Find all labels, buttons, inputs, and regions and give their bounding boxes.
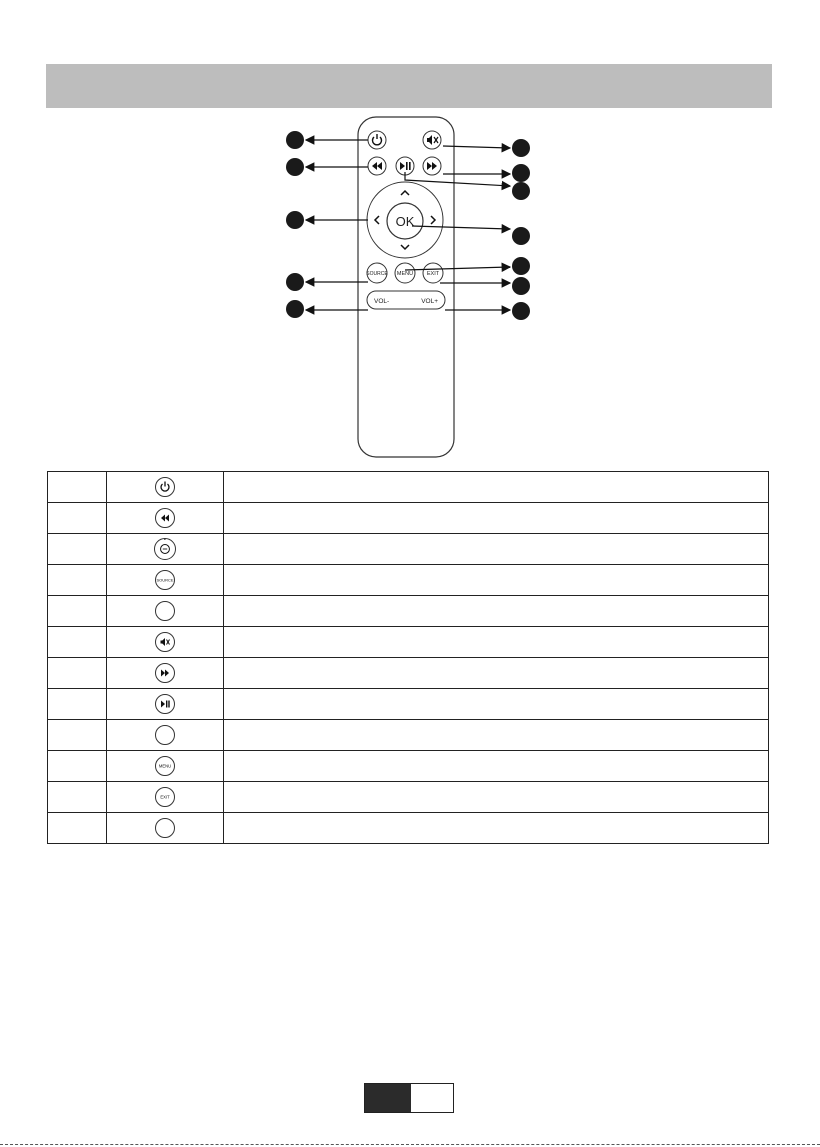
row-number — [48, 534, 107, 565]
row-number — [48, 472, 107, 503]
row-number — [48, 596, 107, 627]
row-description — [224, 472, 769, 503]
key-function-table — [47, 471, 769, 844]
remote-diagram — [0, 0, 820, 470]
row-icon-cell — [107, 627, 224, 658]
row-description — [224, 534, 769, 565]
page-tab-light-segment — [411, 1084, 453, 1112]
svg-text:OK: OK — [395, 214, 415, 229]
svg-text:SOURCE: SOURCE — [156, 577, 174, 583]
row-icon-cell — [107, 503, 224, 534]
row-description — [224, 596, 769, 627]
callout-dot-left-5 — [286, 300, 304, 318]
row-icon-cell — [107, 596, 224, 627]
volume-rocker[interactable] — [367, 291, 445, 309]
row-description — [224, 689, 769, 720]
row-description — [224, 565, 769, 596]
callout-dot-left-2 — [286, 158, 304, 176]
row-icon-cell — [107, 813, 224, 844]
row-description — [224, 658, 769, 689]
callout-dot-right-3 — [512, 182, 530, 200]
row-icon-cell — [107, 720, 224, 751]
rewind-button[interactable] — [368, 157, 386, 175]
row-description — [224, 627, 769, 658]
blank-circle-icon — [155, 818, 175, 838]
row-icon-cell — [107, 658, 224, 689]
row-description — [224, 503, 769, 534]
table-row — [48, 503, 769, 534]
callout-dot-right-1 — [512, 139, 530, 157]
callout-dot-right-6 — [512, 277, 530, 295]
row-number — [48, 689, 107, 720]
fast-forward-icon — [155, 663, 175, 683]
navigation-pad-icon: • — [154, 538, 176, 560]
mute-icon — [155, 632, 175, 652]
blank-circle-icon — [155, 601, 175, 621]
row-icon-cell — [107, 689, 224, 720]
row-description — [224, 751, 769, 782]
fast-forward-button[interactable] — [423, 157, 441, 175]
page-tab-dark-segment — [365, 1084, 411, 1112]
row-icon-cell — [107, 565, 224, 596]
row-description — [224, 813, 769, 844]
row-icon-cell — [107, 751, 224, 782]
table-row — [48, 813, 769, 844]
row-description — [224, 720, 769, 751]
mute-button[interactable] — [423, 131, 441, 149]
row-number — [48, 751, 107, 782]
vol-plus-label: VOL+ — [421, 298, 438, 305]
svg-text:EXIT: EXIT — [426, 271, 440, 277]
table-row — [48, 720, 769, 751]
table-row — [48, 534, 769, 565]
callout-dot-right-4 — [512, 227, 530, 245]
row-number — [48, 627, 107, 658]
table-row — [48, 658, 769, 689]
callout-dot-left-1 — [286, 131, 304, 149]
menu-button[interactable] — [395, 263, 415, 283]
menu-icon — [155, 756, 175, 776]
row-icon-cell — [107, 472, 224, 503]
vol-minus-label: VOL- — [374, 298, 390, 305]
table-row — [48, 782, 769, 813]
table-row — [48, 751, 769, 782]
callout-dot-right-5 — [512, 257, 530, 275]
power-button[interactable] — [368, 131, 386, 149]
callout-dot-left-4 — [286, 273, 304, 291]
ok-button[interactable] — [387, 203, 423, 239]
row-description — [224, 782, 769, 813]
table-row — [48, 596, 769, 627]
source-icon — [155, 570, 175, 590]
power-icon — [155, 477, 175, 497]
row-icon-cell — [107, 534, 224, 565]
page-indicator-tab — [364, 1083, 454, 1113]
exit-button[interactable] — [423, 263, 443, 283]
table-row — [48, 689, 769, 720]
svg-text:MENU: MENU — [396, 271, 414, 277]
table-row — [48, 627, 769, 658]
table-row — [48, 472, 769, 503]
row-number — [48, 813, 107, 844]
svg-text:EXIT: EXIT — [160, 794, 170, 800]
blank-circle-icon — [155, 725, 175, 745]
exit-icon — [155, 787, 175, 807]
svg-text:MENU: MENU — [158, 763, 172, 769]
row-icon-cell — [107, 782, 224, 813]
callout-dot-right-2 — [512, 164, 530, 182]
row-number — [48, 565, 107, 596]
rewind-icon — [155, 508, 175, 528]
row-number — [48, 503, 107, 534]
table-row — [48, 565, 769, 596]
callout-dot-left-3 — [286, 211, 304, 229]
row-number — [48, 720, 107, 751]
svg-text:SOURCE: SOURCE — [366, 271, 388, 277]
row-number — [48, 782, 107, 813]
row-number — [48, 658, 107, 689]
callout-dot-right-7 — [512, 302, 530, 320]
play-pause-icon — [155, 694, 175, 714]
